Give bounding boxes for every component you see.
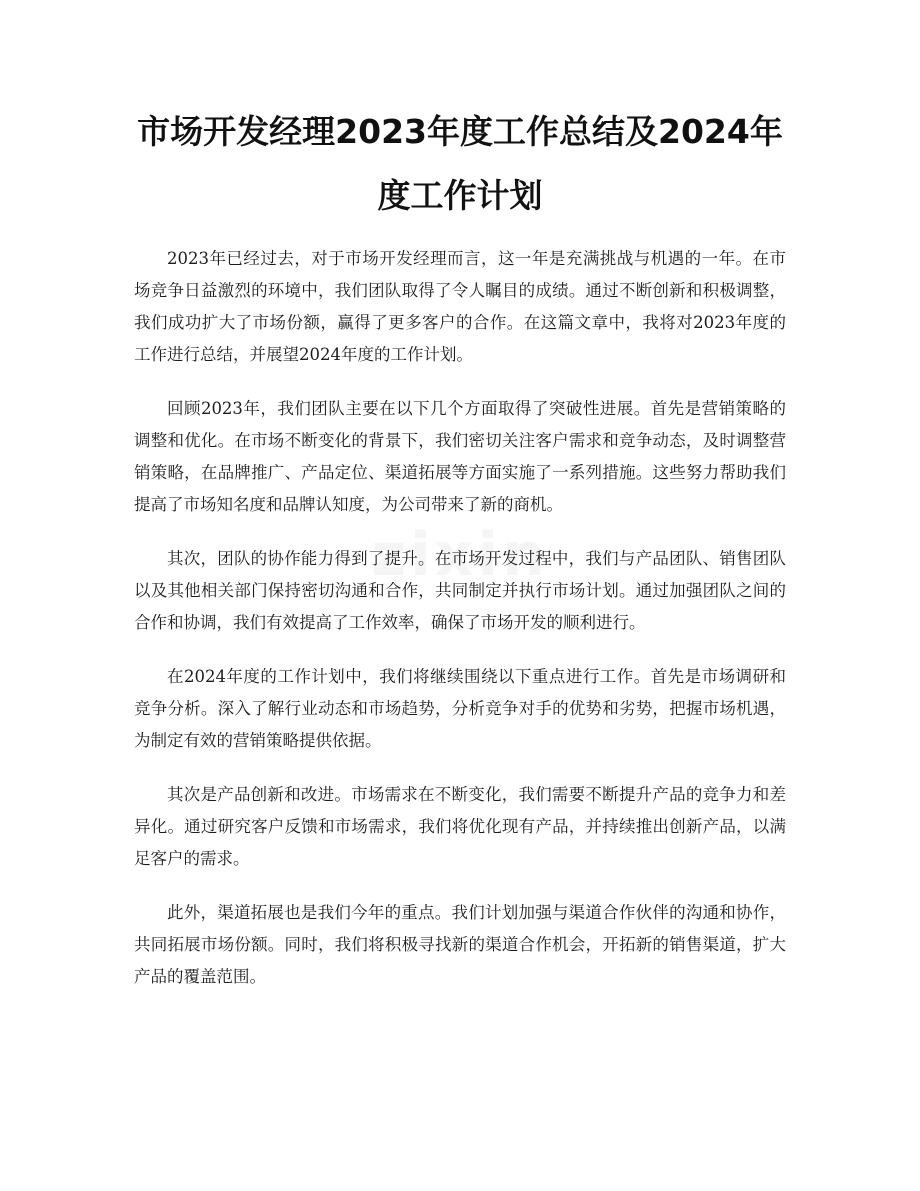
document-body (134, 243, 786, 1015)
title-line-1: 市场开发经理2023年度工作总结及2024年 (137, 112, 783, 151)
paragraph-1: 2023年已经过去，对于市场开发经理而言，这一年是充满挑战与机遇的一年。在市场竞争日益激烈的环境中，我们团队取得了令人瞩目的成绩。通过不断创新和积极调整，我们成功扩大了市场份额，赢得了更多客户的合作。在这篇文章中，我将对2023年度的工作进行总结，并展望2024年度的工作计划。 (134, 249, 786, 364)
paragraph-2: 回顾2023年，我们团队主要在以下几个方面取得了突破性进展。首先是营销策略的调整和优化。在市场不断变化的背景下，我们密切关注客户需求和竞争动态，及时调整营销策略，在品牌推广、产品定位、渠道拓展等方面实施了一系列措施。这些努力帮助我们提高了市场知名度和品牌认知度，为公司带来了新的商机。 (134, 399, 786, 514)
paragraph-4: 在2024年度的工作计划中，我们将继续围绕以下重点进行工作。首先是市场调研和竞争分析。深入了解行业动态和市场趋势，分析竞争对手的优势和劣势，把握市场机遇，为制定有效的营销策略提供依据。 (134, 667, 786, 750)
watermark: zixin (371, 520, 549, 590)
paragraph-5: 其次是产品创新和改进。市场需求在不断变化，我们需要不断提升产品的竞争力和差异化。通过研究客户反馈和市场需求，我们将优化现有产品，并持续推出创新产品，以满足客户的需求。 (134, 785, 786, 868)
title-line-2: 度工作计划 (377, 176, 543, 215)
document-title (120, 100, 800, 228)
paragraph-3: 其次，团队的协作能力得到了提升。在市场开发过程中，我们与产品团队、销售团队以及其他相关部门保持密切沟通和合作，共同制定并执行市场计划。通过加强团队之间的合作和协调，我们有效提高了工作效率，确保了市场开发的顺利进行。 (134, 549, 786, 632)
paragraph-6: 此外，渠道拓展也是我们今年的重点。我们计划加强与渠道合作伙伴的沟通和协作，共同拓展市场份额。同时，我们将积极寻找新的渠道合作机会，开拓新的销售渠道，扩大产品的覆盖范围。 (134, 903, 786, 986)
